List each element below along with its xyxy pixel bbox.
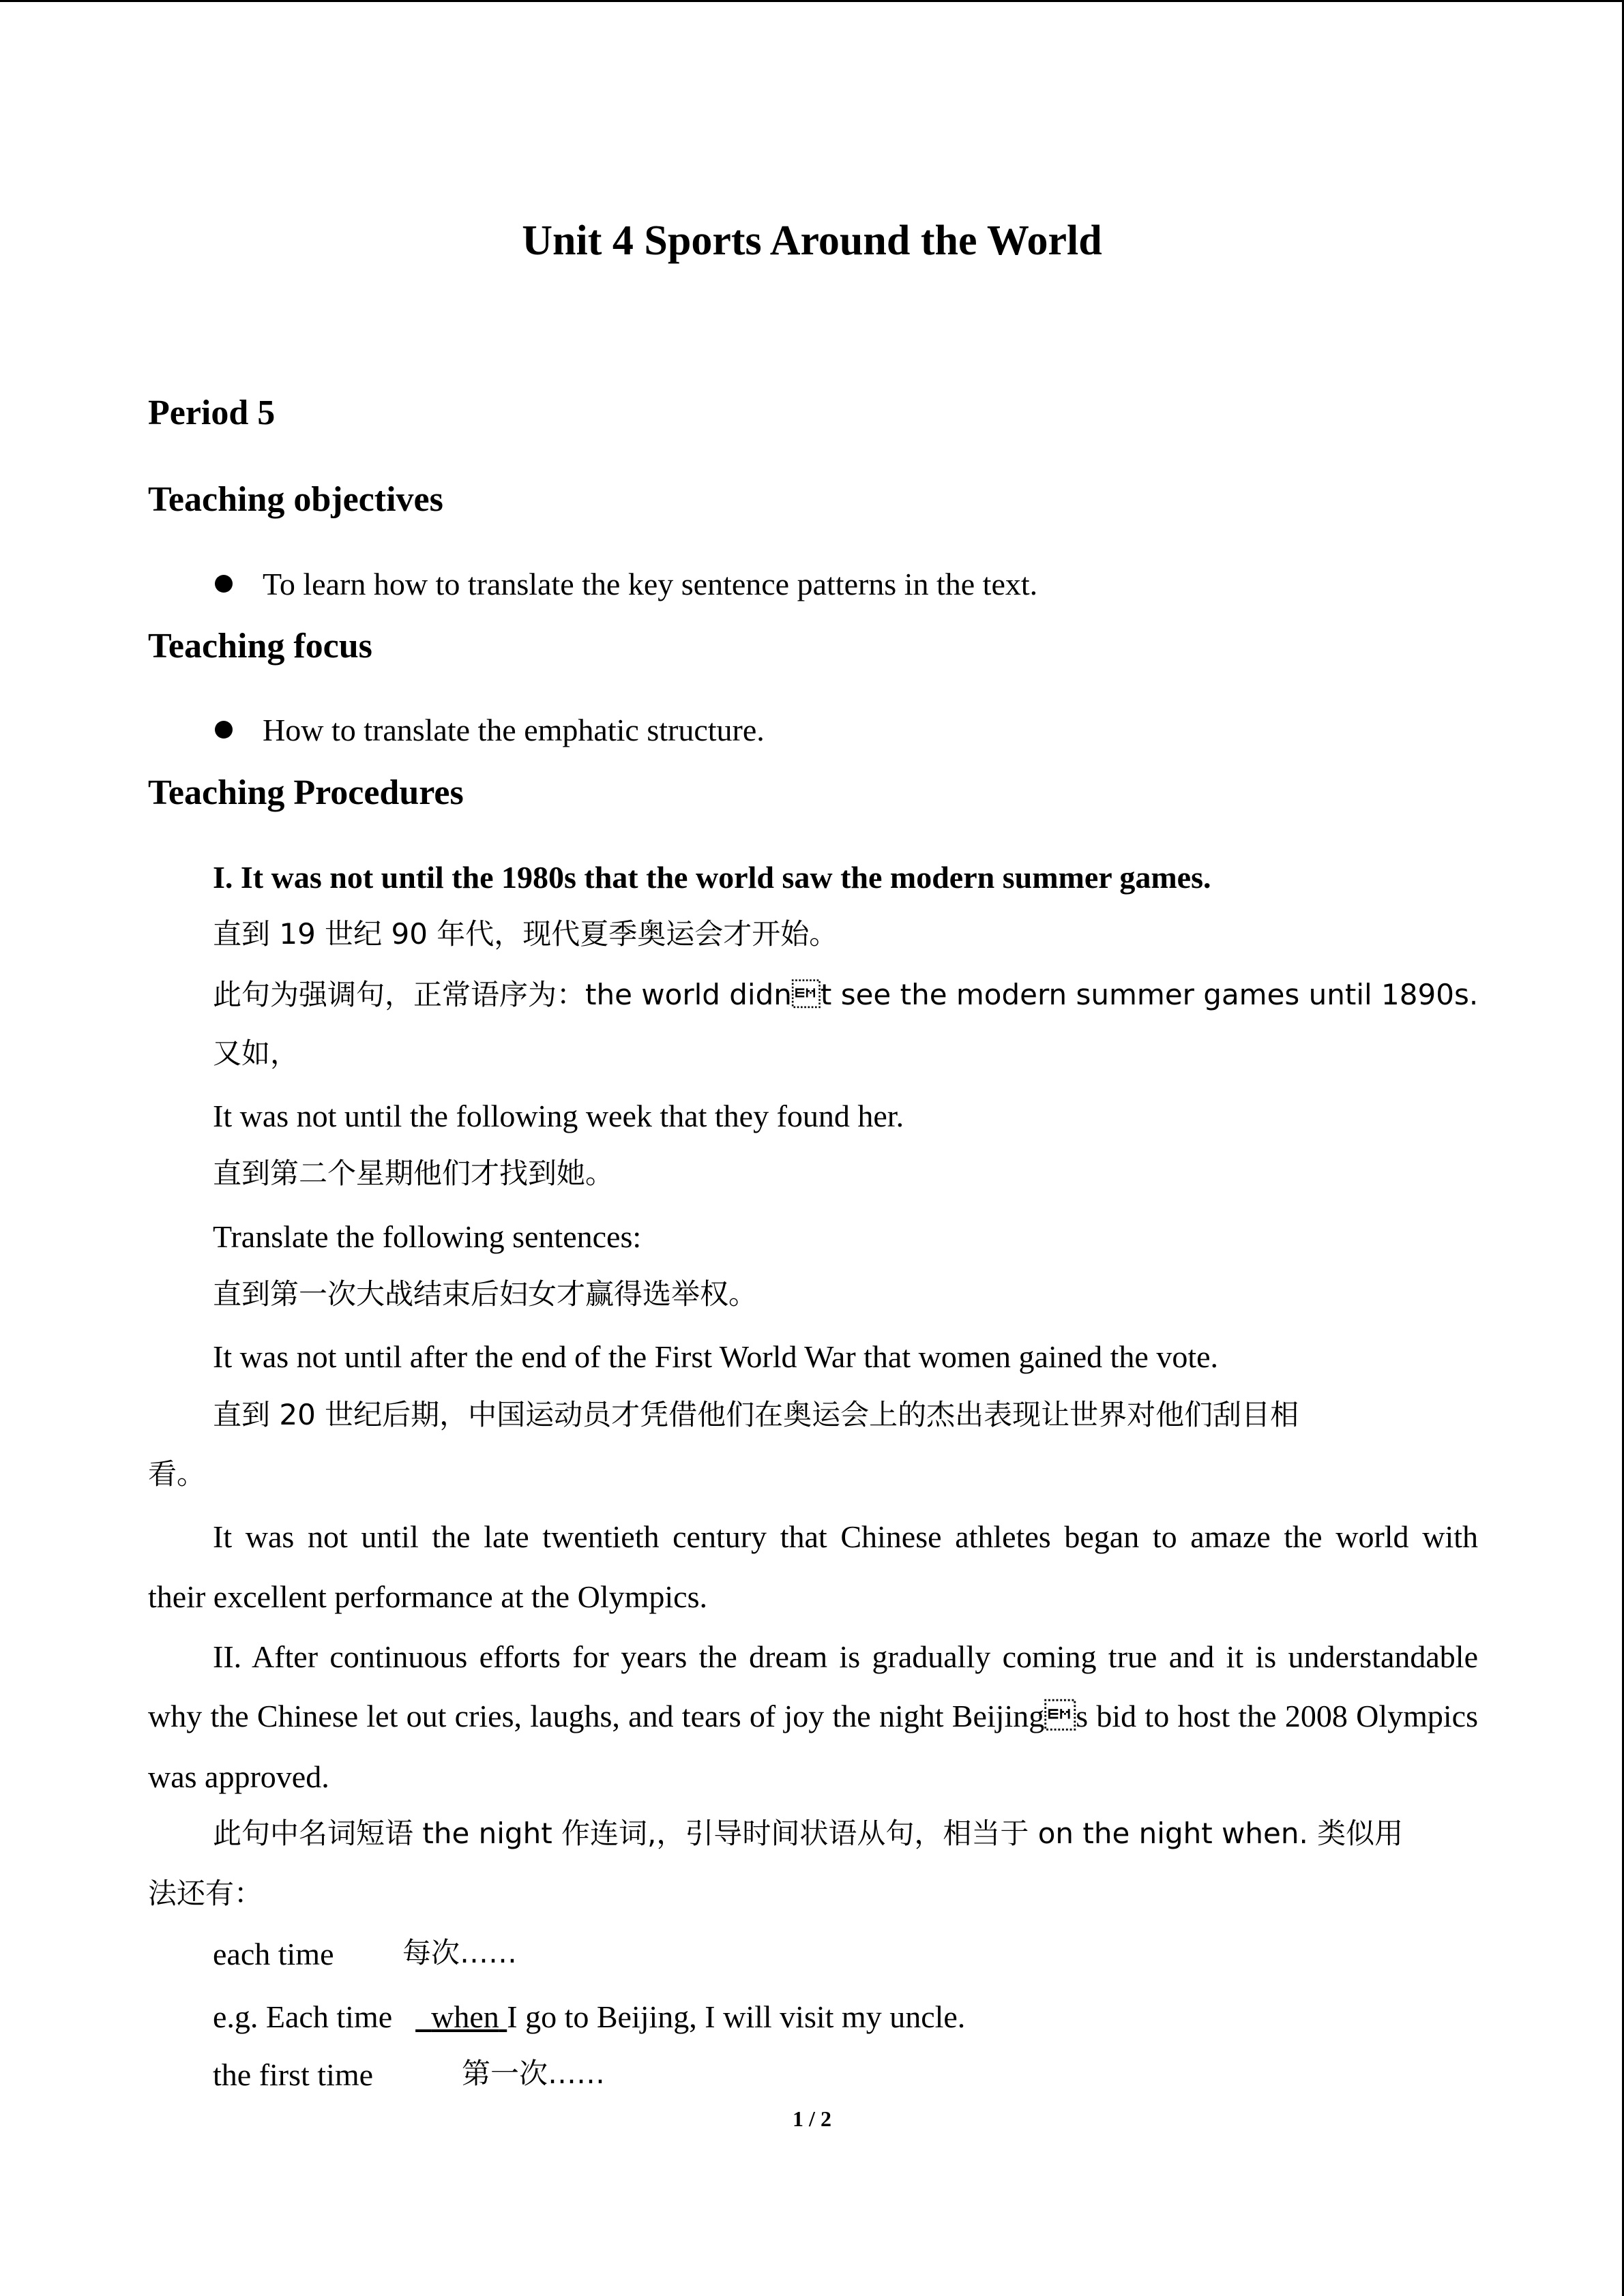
explanation-two-cont: 法还有： xyxy=(148,1877,263,1910)
procedures-heading: Teaching Procedures xyxy=(148,773,464,812)
objectives-heading: Teaching objectives xyxy=(148,480,443,519)
fill-blank xyxy=(415,1999,507,2034)
phrase-meaning: 第一次…… xyxy=(462,2057,606,2090)
phrase-term: the first time xyxy=(213,2057,374,2092)
focus-item: How to translate the emphatic structure. xyxy=(263,713,765,747)
translation-line: 直到 19 世纪 90 年代，现代夏季奥运会才开始。 xyxy=(213,917,838,951)
sentence-two-end: was approved. xyxy=(148,1759,329,1794)
bullet-icon xyxy=(215,721,233,739)
focus-heading: Teaching focus xyxy=(148,627,372,666)
example-suffix: I go to Beijing, I will visit my uncle. xyxy=(507,1999,966,2034)
explanation-line: 此句为强调句，正常语序为：the world didnt see the modern summer games until 1890s. xyxy=(213,978,1479,1011)
example-prefix: e.g. Each time xyxy=(213,1999,393,2034)
objective-item: To learn how to translate the key sentence patterns in the text. xyxy=(263,567,1038,601)
exercise-english-2-cont: their excellent performance at the Olympics. xyxy=(148,1579,707,1614)
explanation-two: 此句中名词短语 the night 作连词,，引导时间状语从句，相当于 on the night when. 类似用 xyxy=(213,1817,1404,1850)
example-intro: 又如， xyxy=(213,1037,299,1070)
example-translation: 直到第二个星期他们才找到她。 xyxy=(213,1157,615,1190)
phrase-term: each time xyxy=(213,1937,334,1971)
exercise-english-1: It was not until after the end of the First World War that women gained the vote. xyxy=(213,1339,1219,1374)
page-number: 1 / 2 xyxy=(793,2106,831,2131)
page-title: Unit 4 Sports Around the World xyxy=(522,218,1102,264)
sentence-one: I. It was not until the 1980s that the world saw the modern summer games. xyxy=(213,860,1211,895)
sentence-two-cont: why the Chinese let out cries, laughs, and tears of joy the night Beijings bid to host the 2008 Olympics xyxy=(148,1699,1478,1733)
exercise-english-2: It was not until the late twentieth century that Chinese athletes began to amaze the world with xyxy=(213,1519,1478,1554)
phrase-meaning: 每次…… xyxy=(402,1936,518,1969)
blank-answer: when xyxy=(431,1999,499,2034)
period-heading: Period 5 xyxy=(148,393,276,432)
top-border xyxy=(0,0,1624,2)
exercise-heading: Translate the following sentences: xyxy=(213,1219,642,1254)
exercise-chinese-2: 直到 20 世纪后期，中国运动员才凭借他们在奥运会上的杰出表现让世界对他们刮目相 xyxy=(213,1398,1299,1431)
bullet-icon xyxy=(215,575,233,593)
example-sentence: It was not until the following week that they found her. xyxy=(213,1099,904,1133)
sentence-two: II. After continuous efforts for years the dream is gradually coming true and it is understandable xyxy=(213,1639,1478,1674)
exercise-chinese-2-cont: 看。 xyxy=(148,1457,206,1491)
exercise-chinese-1: 直到第一次大战结束后妇女才赢得选举权。 xyxy=(213,1277,758,1311)
example-line xyxy=(213,1997,965,2038)
